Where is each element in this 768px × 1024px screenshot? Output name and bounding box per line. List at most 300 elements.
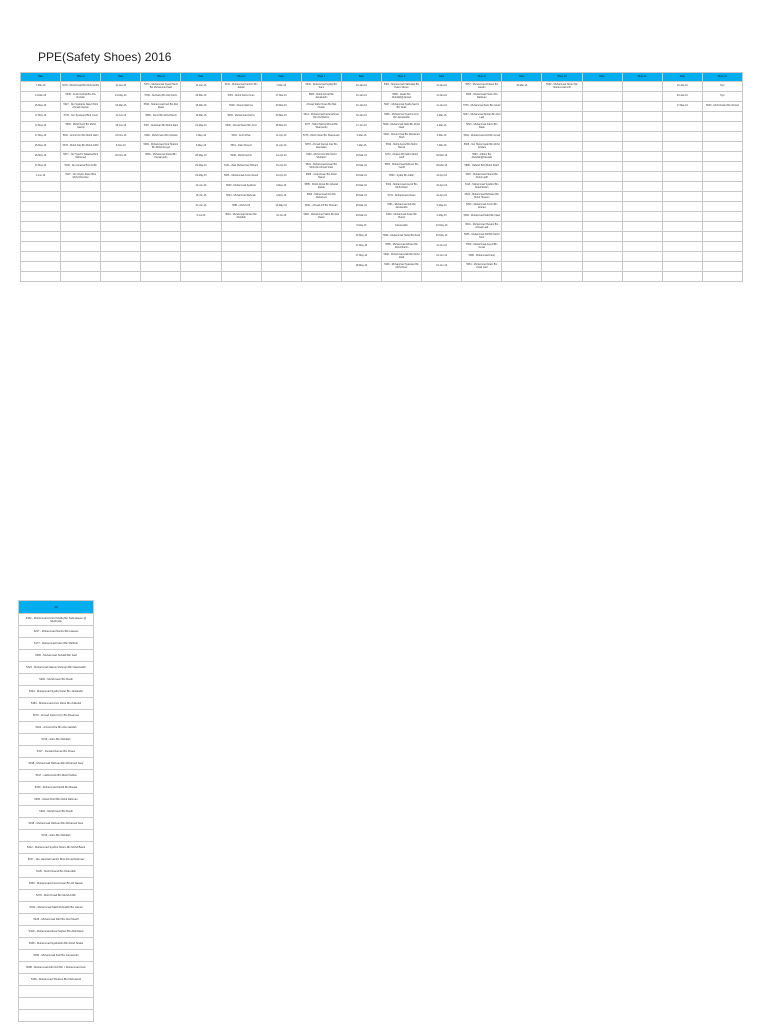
date-cell — [582, 202, 622, 212]
date-cell — [21, 272, 61, 282]
date-cell — [181, 242, 221, 252]
table-row — [21, 82, 743, 92]
date-cell: 4-May-16 — [261, 182, 301, 192]
name-cell — [702, 202, 742, 212]
date-cell — [101, 182, 141, 192]
name-cell — [622, 122, 662, 132]
date-cell — [502, 152, 542, 162]
date-cell: 16-Mar-16 — [341, 162, 381, 172]
date-cell: 11-Apr-16 — [261, 132, 301, 142]
date-cell: 15-Jun-16 — [181, 192, 221, 202]
name-cell — [702, 222, 742, 232]
name-cell: Ahmad Saiful Izwan Bin Mat Hussin — [301, 102, 341, 112]
name-cell — [622, 152, 662, 162]
column-header: Date — [181, 73, 221, 82]
date-cell: 15-Apr-16 — [261, 162, 301, 172]
name-cell — [702, 192, 742, 202]
name-cell — [622, 162, 662, 172]
table-row — [19, 734, 94, 746]
name-cell — [301, 252, 341, 262]
table-row — [19, 614, 94, 626]
date-cell — [21, 232, 61, 242]
name-cell: 5600 - Muhammad Zaki Bin Mohd Zaidi — [381, 252, 421, 262]
name-cell: 5281 - Muhammad Azli Bin Jamaluddin — [381, 202, 421, 212]
name-cell: 5412 - Muhammad Syahrul Nizam Bin Mohd Basril — [19, 842, 94, 854]
name-cell — [622, 112, 662, 122]
name-cell: 5680 - Muhammad Saiful Bin Abd Rasid — [301, 212, 341, 222]
name-cell — [622, 172, 662, 182]
date-cell: 11-Apr-16 — [261, 142, 301, 152]
name-cell: 5735 - Mohd Izuan Bin Shamsudin — [301, 132, 341, 142]
date-cell — [582, 142, 622, 152]
date-cell: 18-Mar-16 — [181, 102, 221, 112]
name-cell: 5338 - Muhammad Ridzuan Bin Mohamed Noor — [19, 758, 94, 770]
name-cell: 5682 - Muhammad Nabil Bin Nawi — [462, 212, 502, 222]
date-cell: 7-Mar-16 — [341, 142, 381, 152]
table-row — [21, 192, 743, 202]
date-cell: 11-Jun-16 — [101, 112, 141, 122]
table-row — [19, 986, 94, 998]
name-cell: 5467 - Aidazwan Bin Mohd Zaini — [141, 122, 181, 132]
name-cell — [542, 202, 582, 212]
name-cell: 5601 - Muhammad Husaini Bin Ahmad Latif — [462, 222, 502, 232]
name-cell — [221, 242, 261, 252]
name-cell: 5624 - Muhammad Aiman Bin Mohd Ali Ahmad Shah — [301, 162, 341, 172]
date-cell: 5-May-16 — [341, 222, 381, 232]
date-cell: 26-Nov-16 — [101, 152, 141, 162]
name-cell — [61, 232, 101, 242]
table-row — [19, 722, 94, 734]
table-row — [21, 142, 743, 152]
name-cell — [622, 92, 662, 102]
name-cell: 5362 - Amir Azhar — [221, 132, 261, 142]
name-cell: 5631 - Ahmad Arif Bin Hussain — [301, 202, 341, 212]
date-cell: 5-Jul-16 — [181, 212, 221, 222]
date-cell — [582, 172, 622, 182]
date-cell — [101, 262, 141, 272]
date-cell — [21, 262, 61, 272]
date-cell: 30-Mar-16 — [422, 152, 462, 162]
date-cell — [21, 252, 61, 262]
date-cell — [101, 162, 141, 172]
name-cell: 5648 - Amirul Ashraf Bin Abu Ruzidar — [61, 92, 101, 102]
date-cell: 10-May-16 — [261, 202, 301, 212]
table-row — [19, 782, 94, 794]
table-row — [19, 830, 94, 842]
name-cell: 5795 - Norhaziq Bin Abd Karim — [141, 92, 181, 102]
date-cell — [261, 222, 301, 232]
name-cell: 5227 - Muhammad Nazirul Bin Hassan — [19, 626, 94, 638]
name-cell — [622, 132, 662, 142]
name-cell: 5440 - Muhammad Ikmal Najhan Bin Abd Rasid — [19, 926, 94, 938]
table-row — [19, 914, 94, 926]
date-cell — [582, 162, 622, 172]
name-cell — [61, 222, 101, 232]
date-cell — [261, 252, 301, 262]
column-header: Shoe 7 — [301, 73, 341, 82]
column-header: Date — [101, 73, 141, 82]
date-cell — [662, 222, 702, 232]
name-cell: 5679 - Ahmad Faizul Izzry Bin Rosaman — [19, 710, 94, 722]
table-row — [19, 662, 94, 674]
name-cell — [702, 232, 742, 242]
name-cell: 5400 - Mohd Fauzi Bin Rosdi — [19, 674, 94, 686]
date-cell — [582, 232, 622, 242]
main-table-header-row — [21, 73, 743, 82]
table-row — [19, 854, 94, 866]
name-cell — [221, 262, 261, 272]
date-cell — [101, 212, 141, 222]
date-cell: 7-Mar-16 — [422, 142, 462, 152]
table-row — [19, 974, 94, 986]
name-cell: 5196 - Nur Amalina Binti Ariffin — [61, 162, 101, 172]
table-row — [19, 950, 94, 962]
name-cell — [622, 262, 662, 272]
date-cell — [662, 242, 702, 252]
table-row — [21, 212, 743, 222]
date-cell — [502, 112, 542, 122]
name-cell: 5585 - Mohd Akmal Bin Ghazali Razak — [301, 182, 341, 192]
name-cell — [702, 212, 742, 222]
name-cell — [61, 182, 101, 192]
date-cell — [101, 172, 141, 182]
date-cell: 16-Mar-16 — [341, 152, 381, 162]
name-cell: 5989 - Jaafar Bin Abdullah@Jamian — [381, 92, 421, 102]
date-cell: 20-May-16 — [422, 232, 462, 242]
name-cell — [622, 232, 662, 242]
table-row — [19, 770, 94, 782]
table-row — [19, 674, 94, 686]
name-cell: 5606 - Muhammad Izzat Shahrul Bin Mohd Rosyid — [141, 142, 181, 152]
table-row — [19, 890, 94, 902]
name-cell — [542, 272, 582, 282]
date-cell: 2-Mar-16 — [422, 122, 462, 132]
table-row — [21, 152, 743, 162]
name-cell: Nyo — [702, 82, 742, 92]
name-cell: 5735 - Muhammad Fariz Bin Ismail — [462, 102, 502, 112]
name-cell — [301, 262, 341, 272]
name-cell — [221, 252, 261, 262]
date-cell: 16-Jun-16 — [422, 252, 462, 262]
date-cell: 30-Mar-16 — [422, 162, 462, 172]
column-header: Date — [21, 73, 61, 82]
main-schedule-table — [20, 72, 743, 282]
name-cell: 5599 - Muhammad Haziq Bin Rosli — [381, 232, 421, 242]
date-cell: 16-Jul-16 — [261, 212, 301, 222]
date-cell — [261, 242, 301, 252]
name-cell — [141, 232, 181, 242]
date-cell — [181, 272, 221, 282]
page-title: PPE(Safety Shoes) 2016 — [38, 50, 172, 64]
name-cell — [702, 132, 742, 142]
name-cell: 5327 - Nur Hamizah Hanim Binti Ahmad Rahman — [19, 854, 94, 866]
name-cell — [141, 172, 181, 182]
table-row — [21, 182, 743, 192]
date-cell — [582, 182, 622, 192]
name-cell: 5278 - Mohd Fuad Bin Mohd Ariffin — [61, 82, 101, 92]
name-cell — [19, 1010, 94, 1022]
name-cell: 5373 - Muhammad Syaqil Hanif Bin Muhammad Said — [141, 82, 181, 92]
date-cell — [662, 162, 702, 172]
name-cell — [702, 182, 742, 192]
name-cell: 5880 - Hafizah Binti Mohd Sharif — [462, 162, 502, 172]
name-cell: 5557 - Muhammad Firdaus Bin Jaludin — [462, 82, 502, 92]
name-cell: 5586 - Ferris Bin Mohd Ramli — [141, 112, 181, 122]
date-cell: 17-May-16 — [341, 242, 381, 252]
name-cell: 5666 - Muhammad Syahmi Azmi Bin Jamaluddin — [381, 112, 421, 122]
name-cell — [542, 162, 582, 172]
side-table-header: 29 — [19, 601, 94, 614]
table-row — [21, 172, 743, 182]
name-cell: 5612 - Muhammad Faizurrahman Bin Abd Rahim — [301, 112, 341, 122]
date-cell: 22-Apr-16 — [422, 192, 462, 202]
name-cell — [141, 262, 181, 272]
name-cell: 5177 - Muhammad Faizul Bin Mahbob — [19, 638, 94, 650]
name-cell — [622, 102, 662, 112]
column-header: Shoe 6 — [221, 73, 261, 82]
table-row — [21, 102, 743, 112]
name-cell — [141, 272, 181, 282]
date-cell: 16-Jan-16 — [341, 92, 381, 102]
date-cell: 19-May-16 — [181, 122, 221, 132]
name-cell — [542, 182, 582, 192]
name-cell — [702, 112, 742, 122]
date-cell: 30-Mar-16 — [261, 112, 301, 122]
name-cell — [702, 152, 742, 162]
date-cell: 24-Nov-16 — [101, 132, 141, 142]
table-row — [21, 252, 743, 262]
name-cell: 5731 - Muhammad Azwan — [381, 192, 421, 202]
name-cell — [141, 242, 181, 252]
name-cell: 5356 - Muhammad Suhaidi Bin Said — [19, 650, 94, 662]
name-cell — [221, 222, 261, 232]
date-cell — [502, 162, 542, 172]
table-row — [21, 162, 743, 172]
name-cell: 5088 - Muhammad Adli Firdi Bin I. Muhammad Izam — [19, 962, 94, 974]
date-cell — [662, 252, 702, 262]
date-cell — [101, 272, 141, 282]
name-cell: 5977 - Mohd Nazrul Ikhmal Bin Shamsudin — [301, 122, 341, 132]
name-cell: 5811 - Amirul Azri Bin Mohd Nazri — [61, 132, 101, 142]
name-cell — [702, 172, 742, 182]
table-row — [19, 938, 94, 950]
date-cell — [502, 102, 542, 112]
name-cell: 5290 - Mohd Azrul Bin Mohd Shuhaimi — [301, 152, 341, 162]
date-cell: 16-Mar-16 — [181, 112, 221, 122]
name-cell: 5602 - Muhammad Azril Bin Ismail — [462, 132, 502, 142]
date-cell — [101, 202, 141, 212]
date-cell — [502, 242, 542, 252]
name-cell — [141, 162, 181, 172]
date-cell: 26-Jan-16 — [662, 92, 702, 102]
column-header: Shoe 8 — [381, 73, 421, 82]
date-cell — [582, 82, 622, 92]
date-cell: 15-Jun-16 — [101, 122, 141, 132]
date-cell: 16-Jan-16 — [662, 82, 702, 92]
table-row — [19, 686, 94, 698]
name-cell — [622, 272, 662, 282]
table-row — [21, 222, 743, 232]
name-cell — [462, 272, 502, 282]
name-cell — [221, 272, 261, 282]
date-cell — [662, 152, 702, 162]
name-cell: 5683 - Adham Bin Abdullah@Mustafa — [462, 152, 502, 162]
date-cell: 16-Mar-16 — [502, 82, 542, 92]
column-header: Date — [261, 73, 301, 82]
table-row — [19, 698, 94, 710]
date-cell: 14-Jun-16 — [181, 182, 221, 192]
date-cell — [21, 212, 61, 222]
name-cell — [141, 212, 181, 222]
name-cell: 5836 - Muhammad Faizal Bin Kamaruddin — [141, 152, 181, 162]
date-cell: 27-May-16 — [21, 162, 61, 172]
table-row — [19, 1010, 94, 1022]
name-cell — [702, 272, 742, 282]
date-cell — [582, 222, 622, 232]
name-cell — [542, 212, 582, 222]
name-cell — [622, 222, 662, 232]
name-cell — [702, 252, 742, 262]
table-row — [19, 710, 94, 722]
date-cell: 17-May-16 — [341, 252, 381, 262]
name-cell: 5617 - Hafizud-din Bin Mohd Sulbai — [19, 770, 94, 782]
date-cell: 16-Apr-16 — [422, 182, 462, 192]
date-cell: 26-Mar-16 — [181, 92, 221, 102]
date-cell: 17-May-16 — [21, 122, 61, 132]
date-cell: 5-Mar-16 — [341, 132, 381, 142]
column-header: Shoe 12 — [702, 73, 742, 82]
date-cell: 13-May-16 — [341, 232, 381, 242]
date-cell: 3-Mar-16 — [422, 132, 462, 142]
side-table-body — [19, 614, 94, 1022]
date-cell — [261, 232, 301, 242]
date-cell — [662, 122, 702, 132]
date-cell — [502, 212, 542, 222]
table-row — [19, 902, 94, 914]
date-cell — [101, 252, 141, 262]
name-cell: 5609 - Muhammad Syahmin — [221, 182, 261, 192]
date-cell: 11-Jan-16 — [422, 92, 462, 102]
name-cell: 5290 - Muhammad Syazwan Bin Mohd Noor — [381, 262, 421, 272]
name-cell — [61, 262, 101, 272]
name-cell: 5681 - Mohd Azli — [221, 202, 261, 212]
name-cell: 5878 - Ahmad Farouk Izaz Bin Rosnalian — [301, 142, 341, 152]
date-cell: 6-May-16 — [422, 212, 462, 222]
name-cell — [141, 192, 181, 202]
date-cell — [261, 262, 301, 272]
name-cell: 5408 - Muhammad Syaifuddin Bin Mohd Shafie — [19, 938, 94, 950]
name-cell: 5131 - Zaki Muhammad Hisham — [221, 162, 261, 172]
date-cell — [662, 272, 702, 282]
date-cell: 11-Jan-16 — [422, 102, 462, 112]
date-cell — [582, 252, 622, 262]
date-cell — [582, 262, 622, 272]
name-cell — [301, 222, 341, 232]
name-cell — [542, 142, 582, 152]
name-cell: 5360 - Muhammad Faiz Bin Kamarudin — [19, 950, 94, 962]
name-cell — [702, 262, 742, 272]
name-cell — [542, 192, 582, 202]
name-cell: 5853 - Muhammad Ridzuan Bin Yusoff — [381, 162, 421, 172]
date-cell: 20-Mar-16 — [341, 182, 381, 192]
date-cell: 14-Mar-16 — [21, 92, 61, 102]
date-cell: 10-May-16 — [422, 222, 462, 232]
name-cell — [622, 212, 662, 222]
date-cell: 1-Jun-16 — [21, 172, 61, 182]
name-cell: 5342 - Muhammad Nabil Ruhuddin Bin Hamid — [19, 902, 94, 914]
name-cell: 5696 - Muhammad Fazi Bin Abd Rasid — [141, 102, 181, 112]
name-cell: 5383 - Muhammad Amin Zikrie Bin Zulkefeli — [19, 698, 94, 710]
name-cell — [141, 182, 181, 192]
name-cell: 5360 - Muhammad Amirul Ansar Bin Ab Nasser — [19, 878, 94, 890]
date-cell: 30-Jan-16 — [341, 112, 381, 122]
name-cell — [301, 272, 341, 282]
table-row — [19, 818, 94, 830]
date-cell: 16-Jan-16 — [341, 82, 381, 92]
name-cell — [702, 122, 742, 132]
name-cell: 5605 - Muhammad Amirul Arash — [221, 172, 261, 182]
table-row — [21, 242, 743, 252]
date-cell — [582, 242, 622, 252]
name-cell: 5373 - Firdaus Bin Mohd Abdul Latiff — [381, 152, 421, 162]
name-cell: 5400 - Muhammad Azam Bin Hussin — [381, 212, 421, 222]
name-cell — [622, 82, 662, 92]
name-cell: 5302 - Muhammad Asyraf Bin Mohd Rosli — [381, 182, 421, 192]
name-cell — [542, 132, 582, 142]
name-cell: 5423 - Muhammad Nasrun Rahman Bin Nasaruddin — [19, 662, 94, 674]
column-header: Date — [422, 73, 462, 82]
name-cell: 5745 - Nur Syazwani Binti Yusof — [61, 112, 101, 122]
date-cell — [502, 182, 542, 192]
name-cell: 5628 - Ilhami Nadzmie — [221, 102, 261, 112]
date-cell: 29-May-16 — [181, 162, 221, 172]
table-row — [19, 794, 94, 806]
date-cell — [502, 132, 542, 142]
name-cell — [622, 242, 662, 252]
date-cell: 18-Mar-16 — [101, 102, 141, 112]
date-cell: 2-Mar-16 — [422, 112, 462, 122]
name-cell — [19, 986, 94, 998]
name-cell — [301, 242, 341, 252]
name-cell: 5636 - Muhammad Fazmi — [221, 112, 261, 122]
name-cell: 5424 - Muhammad Syafiq Izwan Bin Jamaludin — [19, 686, 94, 698]
date-cell — [502, 252, 542, 262]
name-cell — [61, 192, 101, 202]
name-cell: Nyo — [702, 92, 742, 102]
name-cell: 5498 - Mohd Fairul Bin Ghazali — [141, 132, 181, 142]
date-cell — [181, 232, 221, 242]
table-row — [21, 262, 743, 272]
date-cell — [502, 172, 542, 182]
date-cell — [662, 142, 702, 152]
name-cell: 5627 - Nur Syahanis Nasyri Binti Ahmad Nasrion — [61, 102, 101, 112]
date-cell: 15-May-16 — [21, 102, 61, 112]
name-cell: 5316 - Alam Bin Abdullah — [19, 830, 94, 842]
name-cell — [542, 262, 582, 272]
date-cell: 28-Mar-16 — [261, 122, 301, 132]
name-cell — [61, 202, 101, 212]
name-cell: 5395 - Abdul Khufi Bin Mohd Rahman — [19, 794, 94, 806]
date-cell: 25-May-16 — [21, 142, 61, 152]
name-cell: 5680 - Muhammad Fariq — [462, 252, 502, 262]
date-cell — [181, 252, 221, 262]
date-cell: 25-Mar-16 — [341, 202, 381, 212]
date-cell: 1-May-16 — [181, 132, 221, 142]
date-cell — [341, 272, 381, 282]
table-row — [21, 132, 743, 142]
table-row — [19, 746, 94, 758]
date-cell — [582, 92, 622, 102]
